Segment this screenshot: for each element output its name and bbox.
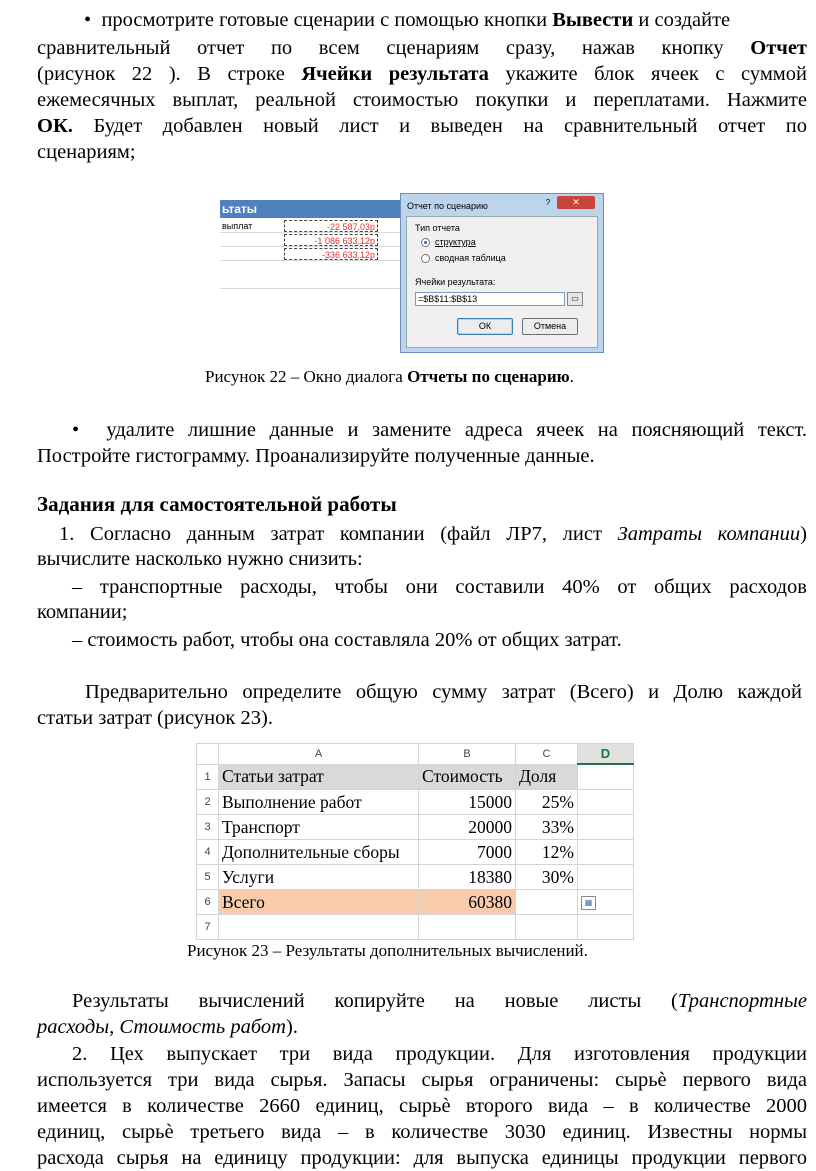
cell-c[interactable]: 25% (516, 790, 578, 815)
dash-item-1: – транспортные расходы, чтобы они составили 40% от общих расходов (72, 576, 807, 598)
cell-b[interactable]: 18380 (419, 865, 516, 890)
text-line: компании; (37, 601, 128, 623)
task-2-line: 2. Цех выпускает три вида продукции. Для изготовления продукции (72, 1043, 807, 1065)
ok-button[interactable]: ОК (457, 318, 513, 335)
cell-d[interactable] (578, 915, 634, 940)
cell-c[interactable] (516, 890, 578, 915)
cell-b[interactable] (419, 915, 516, 940)
text-line: (рисунок 22 ). В строке Ячейки результата укажите блок ячеек с суммой (37, 63, 807, 85)
help-icon[interactable]: ? (545, 198, 551, 207)
result-cell[interactable]: -336 633,12р (284, 248, 378, 260)
corner-cell[interactable] (197, 744, 219, 765)
option-structure-label[interactable]: структура (435, 237, 476, 247)
text-line: используется три вида сырья. Запасы сырья ограничены: сырьѐ первого вида (37, 1069, 807, 1091)
row-number[interactable]: 5 (197, 865, 219, 890)
cell-d[interactable] (578, 815, 634, 840)
cell-c[interactable]: 30% (516, 865, 578, 890)
cell-c[interactable]: 33% (516, 815, 578, 840)
row-number[interactable]: 2 (197, 790, 219, 815)
column-header-c[interactable]: C (516, 744, 578, 765)
table-row (197, 815, 634, 840)
row-number[interactable]: 4 (197, 840, 219, 865)
cell-a[interactable]: Услуги (219, 865, 419, 890)
bullet-dot: • (84, 9, 92, 31)
text-line: Постройте гистограмму. Проанализируйте полученные данные. (37, 445, 595, 467)
excel-sheet-fragment (220, 193, 400, 353)
radio-structure[interactable] (421, 238, 430, 247)
text-line: единиц, сырьѐ третьего вида – в количестве 3030 единиц. Известны нормы (37, 1121, 807, 1143)
result-cells-input[interactable]: =$B$11:$B$13 (415, 292, 565, 306)
sheet-header: ьтаты (220, 200, 400, 218)
cost-table (196, 743, 634, 940)
cell-b[interactable]: 60380 (419, 890, 516, 915)
table-row (197, 865, 634, 890)
cell-b[interactable]: 20000 (419, 815, 516, 840)
column-header-b[interactable]: B (419, 744, 516, 765)
row-number[interactable]: 6 (197, 890, 219, 915)
dialog-title: Отчет по сценарию (407, 201, 488, 211)
text-line: расхода сырья на единицу продукции: для выпуска единицы продукции первого (37, 1147, 807, 1169)
scenario-report-dialog (400, 193, 604, 353)
range-select-icon[interactable]: ▭ (567, 292, 583, 306)
bullet-item-2: • удалите лишние данные и замените адреса ячеек на поясняющий текст. (72, 419, 807, 441)
cell-d[interactable] (578, 790, 634, 815)
section-heading: Задания для самостоятельной работы (37, 492, 397, 516)
cell-c[interactable]: 12% (516, 840, 578, 865)
cell-d[interactable] (578, 840, 634, 865)
column-header-d[interactable]: D (578, 744, 634, 765)
italic-term: Затраты компании (617, 523, 801, 545)
text-line: сравнительный отчет по всем сценариям сразу, нажав кнопку Отчет (37, 37, 807, 59)
cell-a[interactable]: Всего (219, 890, 419, 915)
text-line: имеется в количестве 2660 единиц, сырьѐ второго вида – в количестве 2000 (37, 1095, 807, 1117)
text-line: расходы, Стоимость работ). (37, 1016, 298, 1038)
report-type-label: Тип отчета (415, 223, 460, 233)
cell-b[interactable]: 15000 (419, 790, 516, 815)
dash-item-2: – стоимость работ, чтобы она составляла 20% от общих затрат. (72, 629, 622, 651)
bullet-item-1: • просмотрите готовые сценарии с помощью кнопки Вывести и создайте (84, 9, 731, 31)
cell-c[interactable]: Доля (516, 764, 578, 790)
text-line: Предварительно определите общую сумму затрат (Всего) и Долю каждой (85, 681, 802, 703)
quick-analysis-icon[interactable]: ▦ (581, 896, 596, 910)
table-row (197, 790, 634, 815)
result-cell[interactable]: -1 086 633,12р (284, 234, 378, 246)
dialog-body (406, 216, 598, 348)
gridline (220, 288, 400, 289)
cell-d[interactable] (578, 865, 634, 890)
table-row-total (197, 890, 634, 915)
table-row (197, 764, 634, 790)
text-line: ОК. Будет добавлен новый лист и выведен на сравнительный отчет по (37, 115, 807, 137)
table-row (197, 840, 634, 865)
cell-c[interactable] (516, 915, 578, 940)
result-cell[interactable]: -22 587,03р (284, 220, 378, 232)
row-number[interactable]: 7 (197, 915, 219, 940)
option-pivot-label[interactable]: сводная таблица (435, 253, 506, 263)
italic-term: расходы, Стоимость работ (37, 1016, 286, 1038)
bold-term: ОК. (37, 115, 73, 137)
text-line: вычислите насколько нужно снизить: (37, 548, 363, 570)
text-line: сценариям; (37, 141, 136, 163)
row-number[interactable]: 1 (197, 764, 219, 790)
row-number[interactable]: 3 (197, 815, 219, 840)
cell-b[interactable]: Стоимость (419, 764, 516, 790)
cell-a[interactable]: Статьи затрат (219, 764, 419, 790)
cell-a[interactable]: Транспорт (219, 815, 419, 840)
cell-d[interactable] (578, 764, 634, 790)
figure-23-spreadsheet (196, 743, 636, 934)
text-line: Результаты вычислений копируйте на новые листы (Транспортные (72, 990, 807, 1012)
task-1-line: 1. Согласно данным затрат компании (файл ЛР7, лист Затраты компании) (59, 523, 807, 545)
cell-a[interactable] (219, 915, 419, 940)
row-label: выплат (222, 221, 253, 231)
cell-a[interactable]: Дополнительные сборы (219, 840, 419, 865)
bold-term: Отчет (750, 37, 807, 59)
bullet-dot: • (72, 419, 80, 441)
cell-a[interactable]: Выполнение работ (219, 790, 419, 815)
figure-23-caption: Рисунок 23 – Результаты дополнительных вычислений. (187, 941, 588, 960)
cell-b[interactable]: 7000 (419, 840, 516, 865)
cancel-button[interactable]: Отмена (522, 318, 578, 335)
bold-term: Вывести (552, 9, 634, 31)
bold-term: Ячейки результата (301, 63, 489, 85)
figure-22-screenshot (220, 193, 604, 353)
close-icon[interactable]: ✕ (557, 196, 595, 209)
table-row (197, 915, 634, 940)
text-line: статьи затрат (рисунок 23). (37, 707, 273, 729)
result-cells-label: Ячейки результата: (415, 277, 496, 287)
italic-term: Транспортные (677, 990, 807, 1012)
figure-22-caption: Рисунок 22 – Окно диалога Отчеты по сценарию. (205, 367, 574, 386)
column-header-a[interactable]: A (219, 744, 419, 765)
cell-d[interactable] (578, 890, 634, 915)
radio-pivot[interactable] (421, 254, 430, 263)
text-line: ежемесячных выплат, реальной стоимостью покупки и переплатами. Нажмите (37, 89, 807, 111)
